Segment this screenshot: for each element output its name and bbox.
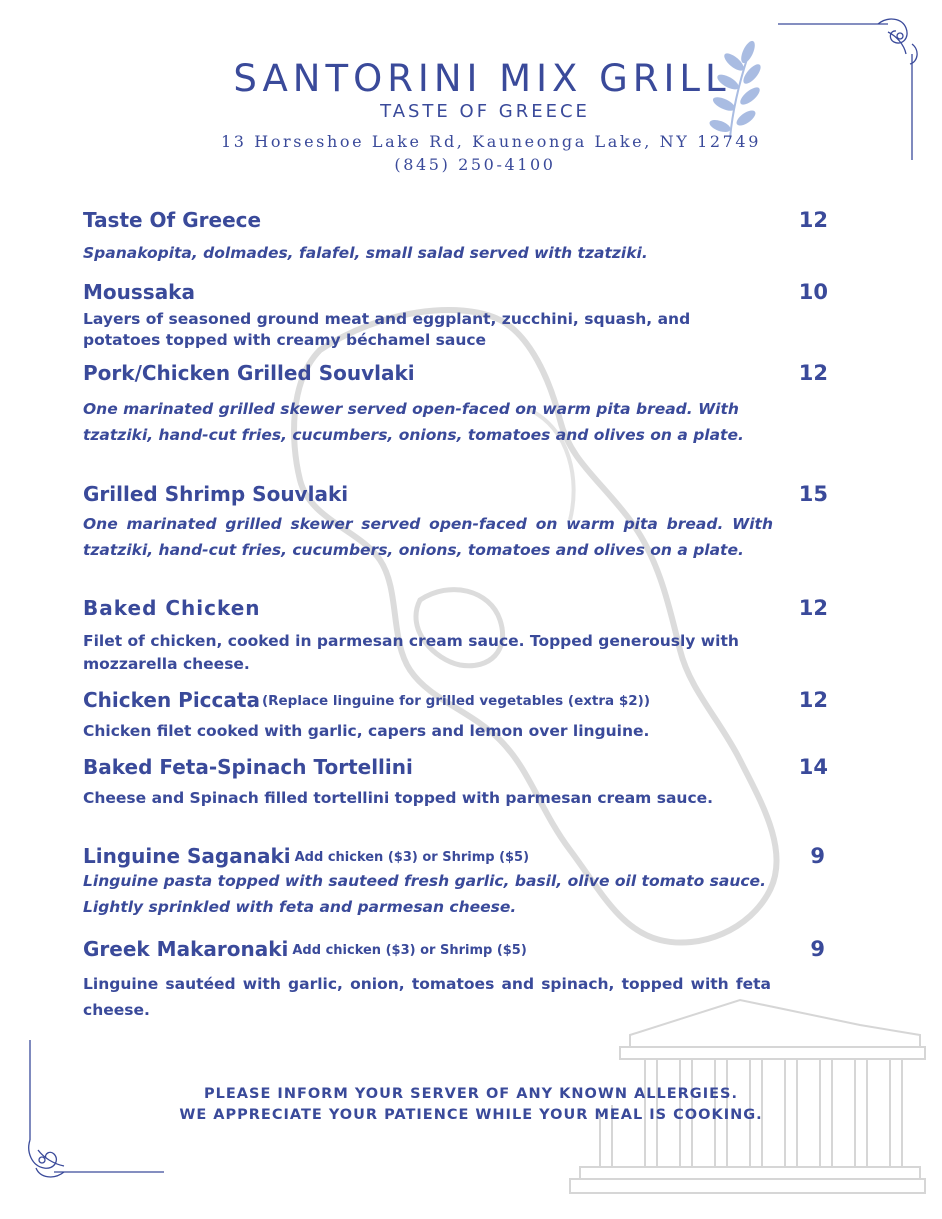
menu-item-price: 9	[810, 844, 825, 868]
restaurant-tagline: TASTE OF GREECE	[380, 101, 590, 122]
menu-item-price: 12	[798, 596, 828, 620]
menu-item-description: Chicken filet cooked with garlic, capers and lemon over linguine.	[83, 722, 650, 740]
menu-item-name: Baked Feta-Spinach Tortellini	[83, 755, 413, 779]
menu-header	[0, 56, 942, 176]
menu-item-name: Chicken Piccata	[83, 688, 260, 712]
menu-item	[83, 935, 828, 1023]
menu-item	[83, 206, 828, 266]
menu-item	[83, 594, 828, 676]
menu-item-description: Layers of seasoned ground meat and eggplant, zucchini, squash, and potatoes topped with creamy béchamel sauce	[83, 310, 691, 349]
menu-item-price: 15	[798, 482, 828, 506]
menu-item-price: 12	[798, 361, 828, 385]
menu-item-name: Greek Makaronaki	[83, 937, 289, 961]
menu-item	[83, 686, 828, 744]
menu-item-name: Baked Chicken	[83, 596, 261, 620]
menu-item-description: Cheese and Spinach filled tortellini topped with parmesan cream sauce.	[83, 789, 714, 807]
menu-item	[83, 753, 828, 809]
menu-item-price: 12	[798, 688, 828, 712]
allergy-notice-line-1: PLEASE INFORM YOUR SERVER OF ANY KNOWN ALLERGIES.	[204, 1086, 738, 1102]
menu-item-note: (Replace linguine for grilled vegetables (extra $2))	[261, 693, 650, 709]
menu-item-name: Linguine Saganaki	[83, 844, 291, 868]
menu-item-description: Linguine pasta topped with sauteed fresh garlic, basil, olive oil tomato sauce. Lightly sprinkled with feta and parmesan cheese.	[83, 872, 766, 916]
menu-item-note: Add chicken ($3) or Shrimp ($5)	[292, 943, 527, 958]
menu-item-name: Taste Of Greece	[83, 208, 262, 232]
restaurant-phone: (845) 250-4100	[394, 155, 556, 174]
menu-item-price: 12	[798, 208, 828, 232]
menu-item-description: Linguine sautéed with garlic, onion, tomatoes and spinach, topped with feta cheese.	[83, 975, 771, 1019]
menu-item	[83, 359, 828, 448]
allergy-notice	[0, 1084, 942, 1126]
menu-item-description: One marinated grilled skewer served open-faced on warm pita bread. With tzatziki, hand-cut fries, cucumbers, onions, tomatoes and olives on a plate.	[83, 400, 744, 444]
menu-item-price: 14	[798, 755, 828, 779]
menu-item-note: Add chicken ($3) or Shrimp ($5)	[294, 850, 530, 865]
menu-item-name: Grilled Shrimp Souvlaki	[83, 482, 349, 506]
menu-item-description: One marinated grilled skewer served open-faced on warm pita bread. With tzatziki, hand-cut fries, cucumbers, onions, tomatoes and olives on a plate.	[83, 515, 773, 559]
menu-item-name: Pork/Chicken Grilled Souvlaki	[83, 361, 415, 385]
menu-item-description: Spanakopita, dolmades, falafel, small salad served with tzatziki.	[83, 244, 648, 262]
menu-item	[83, 842, 828, 920]
menu-item	[83, 480, 828, 563]
menu-item-description: Filet of chicken, cooked in parmesan cream sauce. Topped generously with mozzarella cheese.	[83, 632, 739, 673]
menu-item-price: 10	[798, 280, 828, 304]
restaurant-name: SANTORINI MIX GRILL	[233, 57, 731, 100]
menu-item-price: 9	[810, 937, 825, 961]
allergy-notice-line-2: WE APPRECIATE YOUR PATIENCE WHILE YOUR MEAL IS COOKING.	[179, 1107, 763, 1123]
restaurant-address: 13 Horseshoe Lake Rd, Kauneonga Lake, NY 12749	[221, 132, 761, 151]
menu-item-name: Moussaka	[83, 280, 195, 304]
menu-item	[83, 278, 828, 351]
